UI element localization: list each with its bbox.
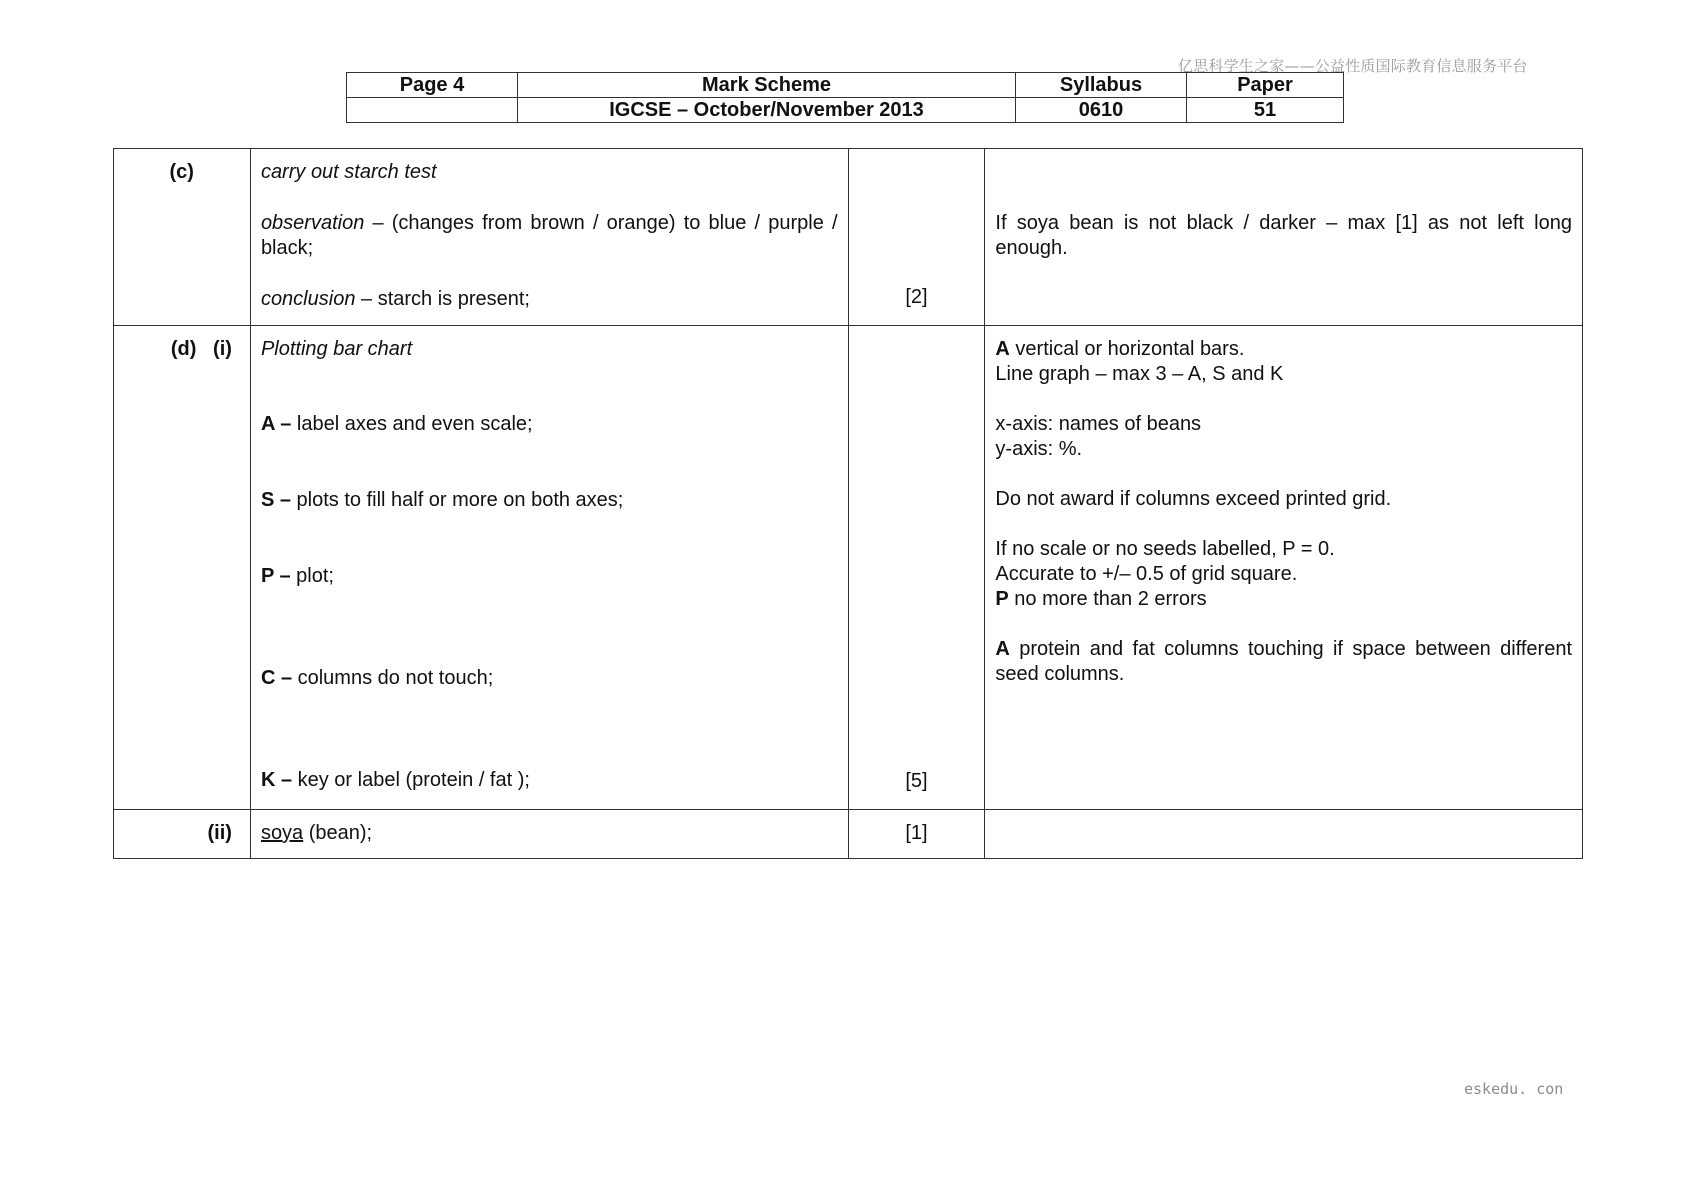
guidance-line xyxy=(995,637,1572,687)
header-paper: 51 xyxy=(1187,98,1344,123)
answer-line xyxy=(261,768,838,793)
guidance-label: P xyxy=(995,588,1009,610)
answer-line xyxy=(261,564,838,589)
answer-underlined: soya xyxy=(260,822,304,844)
guidance-label: A xyxy=(995,638,1010,660)
guidance-text: vertical or horizontal bars. xyxy=(1009,338,1245,360)
header-empty-cell xyxy=(347,98,518,123)
table-row xyxy=(114,326,1583,810)
guidance-line: If no scale or no seeds labelled, P = 0. xyxy=(995,538,1335,560)
header-syllabus: 0610 xyxy=(1016,98,1187,123)
criterion-text: plot; xyxy=(290,565,334,587)
header-page: Page 4 xyxy=(347,73,518,98)
answer-line: Plotting bar chart xyxy=(260,338,413,360)
guidance-cell xyxy=(985,326,1583,810)
answer-cell xyxy=(250,149,848,326)
marks-cell xyxy=(848,326,985,810)
criterion-label: K – xyxy=(260,769,293,791)
guidance-cell xyxy=(985,149,1583,326)
header-paper-label: Paper xyxy=(1187,73,1344,98)
table-row xyxy=(114,149,1583,326)
question-number: (ii) xyxy=(207,822,232,844)
answer-line xyxy=(261,287,838,312)
mark-scheme-table xyxy=(113,148,1583,859)
guidance-text: no more than 2 errors xyxy=(1008,588,1207,610)
guidance-line: If soya bean is not black / darker – max [1] as not left long enough. xyxy=(995,212,1572,259)
answer-line xyxy=(261,211,838,261)
guidance-label: A xyxy=(995,338,1010,360)
marks-cell xyxy=(848,810,985,859)
criterion-text: key or label (protein / fat ); xyxy=(292,769,530,791)
guidance-line xyxy=(995,587,1572,612)
answer-text: (bean); xyxy=(303,822,373,844)
marks-value: [2] xyxy=(905,286,928,308)
answer-line xyxy=(261,821,838,846)
question-number-cell xyxy=(114,326,251,810)
answer-cell xyxy=(250,810,848,859)
marks-cell xyxy=(848,149,985,326)
guidance-line: Accurate to +/– 0.5 of grid square. xyxy=(995,563,1298,585)
question-number-cell xyxy=(114,149,251,326)
question-number: (c) xyxy=(169,161,194,183)
criterion-text: columns do not touch; xyxy=(292,667,494,689)
criterion-label: C – xyxy=(260,667,293,689)
answer-label: conclusion xyxy=(260,288,356,310)
guidance-text: protein and fat columns touching if space between different seed columns. xyxy=(995,638,1572,685)
answer-line: carry out starch test xyxy=(260,161,437,183)
guidance-cell xyxy=(985,810,1583,859)
header-table xyxy=(346,72,1344,123)
marks-value: [1] xyxy=(905,822,928,844)
criterion-text: plots to fill half or more on both axes; xyxy=(290,489,624,511)
criterion-label: P – xyxy=(260,565,291,587)
header-title: Mark Scheme xyxy=(518,73,1016,98)
question-number xyxy=(114,326,232,361)
answer-label: observation xyxy=(260,212,365,234)
guidance-line: y-axis: %. xyxy=(995,438,1083,460)
watermark-top: 亿思科学生之家——公益性质国际教育信息服务平台 xyxy=(1178,57,1528,75)
guidance-line: Do not award if columns exceed printed grid. xyxy=(995,488,1392,510)
question-subpart: (i) xyxy=(213,338,232,360)
answer-line xyxy=(261,488,838,513)
criterion-label: A – xyxy=(260,413,292,435)
header-syllabus-label: Syllabus xyxy=(1016,73,1187,98)
question-number-cell xyxy=(114,810,251,859)
answer-text: – starch is present; xyxy=(355,288,530,310)
table-row xyxy=(114,810,1583,859)
header-exam: IGCSE – October/November 2013 xyxy=(518,98,1016,123)
guidance-line: Line graph – max 3 – A, S and K xyxy=(995,363,1284,385)
guidance-line: x-axis: names of beans xyxy=(995,413,1202,435)
answer-cell xyxy=(250,326,848,810)
criterion-label: S – xyxy=(260,489,291,511)
watermark-bottom: eskedu. con xyxy=(1464,1080,1564,1098)
answer-text: – (changes from brown / orange) to blue / purple / black; xyxy=(260,212,838,259)
question-part: (d) xyxy=(170,338,197,360)
criterion-text: label axes and even scale; xyxy=(291,413,533,435)
marks-value: [5] xyxy=(905,770,928,792)
guidance-line xyxy=(995,337,1572,362)
answer-line xyxy=(261,412,838,437)
answer-line xyxy=(261,666,838,691)
